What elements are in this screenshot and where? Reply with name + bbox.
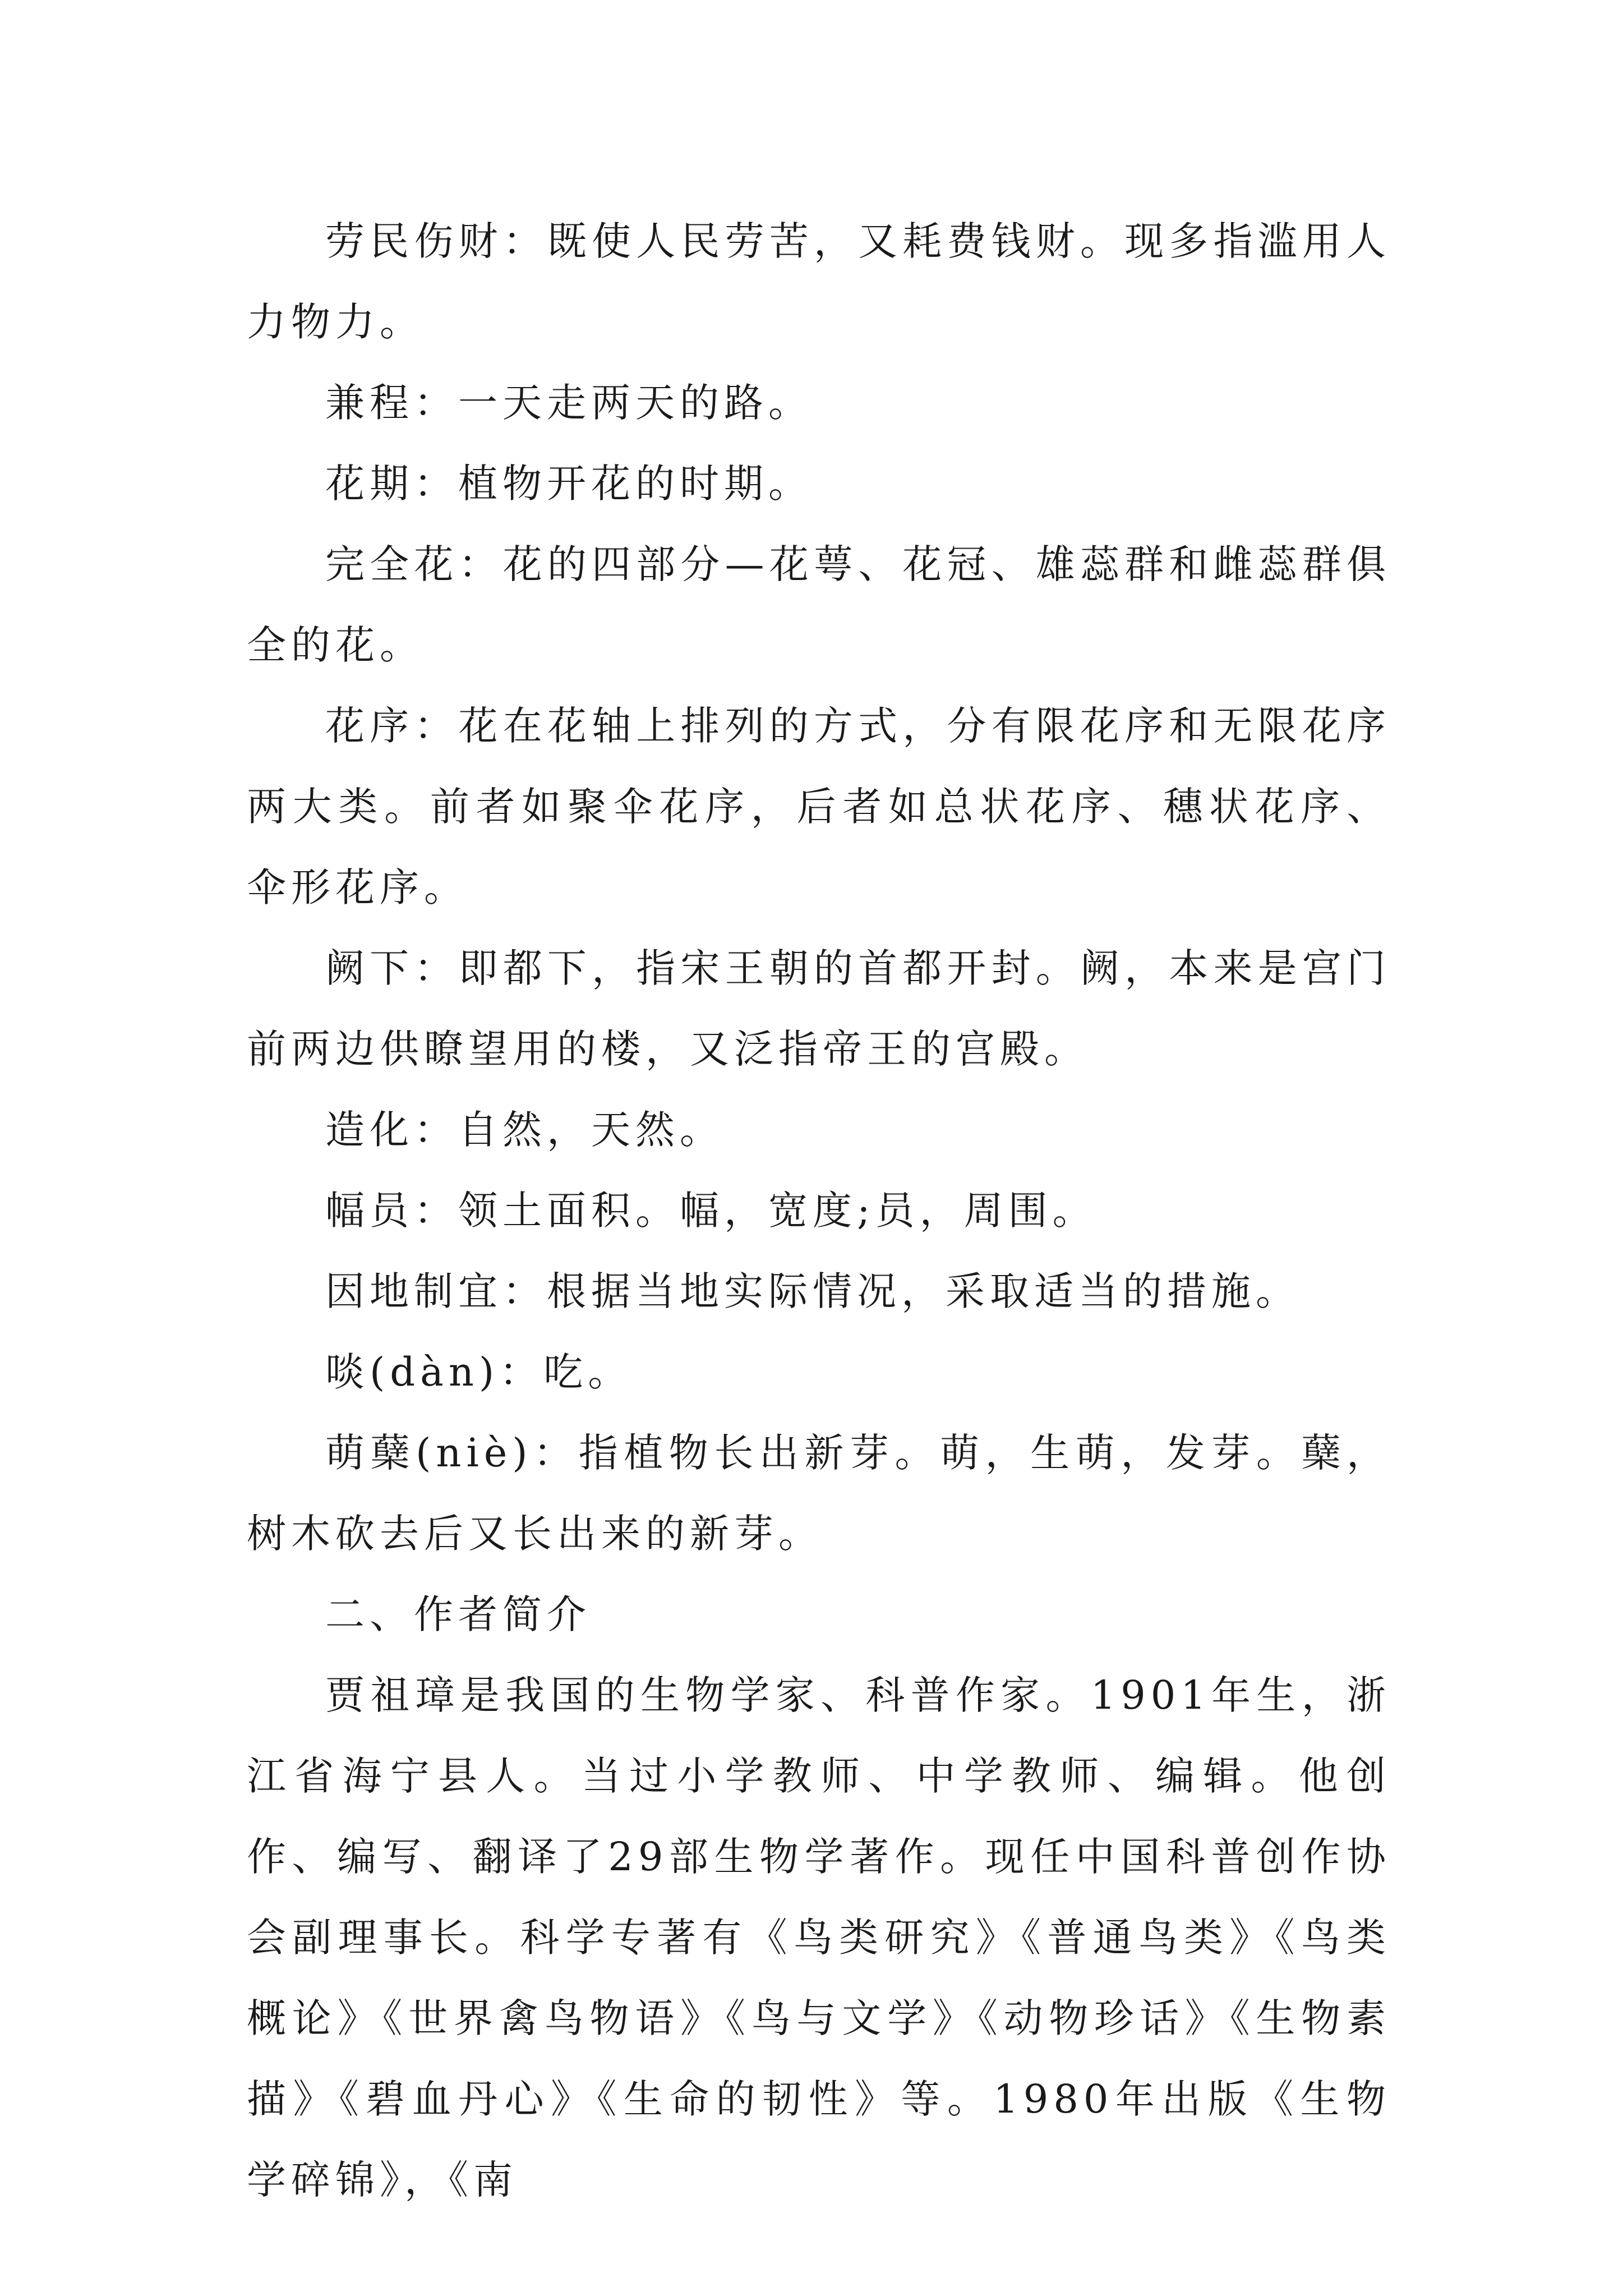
paragraph-dan: 啖(dàn)：吃。 xyxy=(325,1349,633,1395)
document-body xyxy=(247,201,1391,2220)
paragraph-jiancheng: 兼程：一天走两天的路。 xyxy=(325,380,813,426)
section-heading-author-intro: 二、作者简介 xyxy=(325,1591,591,1637)
paragraph-huaxu: 花序：花在花轴上排列的方式，分有限花序和无限花序两大类。前者如聚伞花序，后者如总状花序、穗状花序、伞形花序。 xyxy=(247,703,1391,910)
paragraph-huaqi: 花期：植物开花的时期。 xyxy=(325,461,813,507)
paragraph-mengnie: 萌蘖(niè)：指植物长出新芽。萌，生萌，发芽。蘖，树木砍去后又长出来的新芽。 xyxy=(247,1430,1391,1557)
paragraph-wanquanhua: 完全花：花的四部分—花萼、花冠、雄蕊群和雌蕊群俱全的花。 xyxy=(247,541,1391,668)
paragraph-author-bio: 贾祖璋是我国的生物学家、科普作家。1901年生，浙江省海宁县人。当过小学教师、中学教师、编辑。他创作、编写、翻译了29部生物学著作。现任中国科普创作协会副理事长。科学专著有《鸟类研究》《普通鸟类》《鸟类概论》《世界禽鸟物语》《鸟与文学》《动物珍话》《生物素描》《碧血丹心》《生命的韧性》等。1980年出版《生物学碎锦》，《南 xyxy=(247,1672,1391,2203)
paragraph-zaohua: 造化：自然，天然。 xyxy=(325,1107,724,1153)
paragraph-fuyuan: 幅员：领土面积。幅，宽度;员，周围。 xyxy=(325,1188,1097,1234)
paragraph-yindizhiyi: 因地制宜：根据当地实际情况，采取适当的措施。 xyxy=(325,1268,1300,1314)
paragraph-quexia: 阙下：即都下，指宋王朝的首都开封。阙，本来是宫门前两边供瞭望用的楼，又泛指帝王的宫殿。 xyxy=(247,945,1391,1072)
paragraph-laominshangcai: 劳民伤财：既使人民劳苦，又耗费钱财。现多指滥用人力物力。 xyxy=(247,218,1391,345)
